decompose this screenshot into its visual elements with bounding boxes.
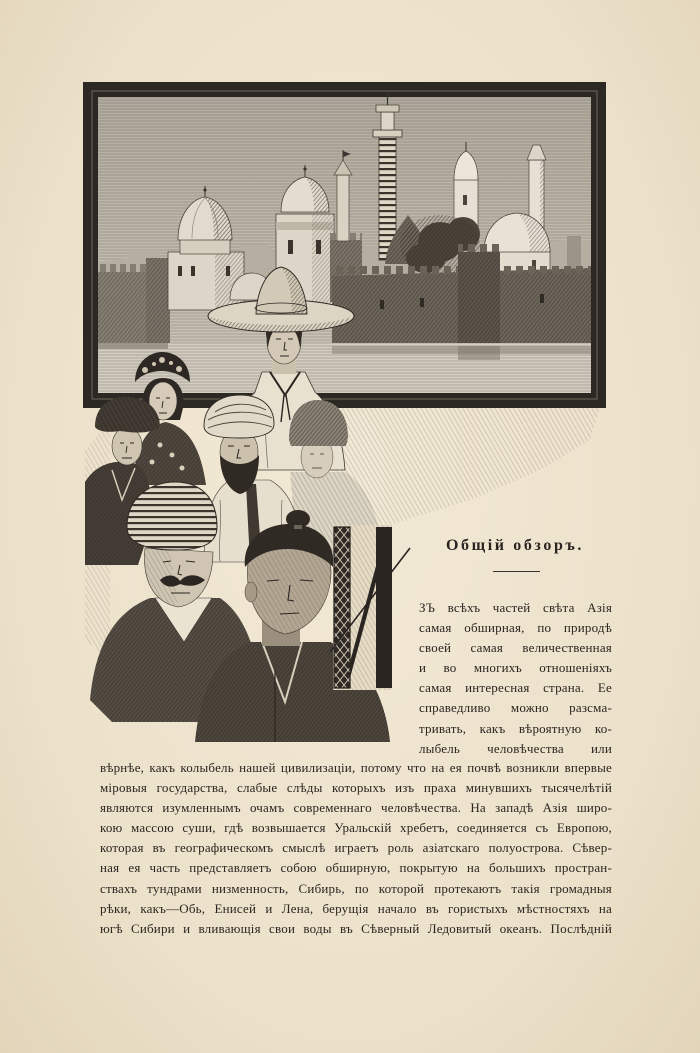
column-line: самая интересная страна. Ее	[419, 680, 612, 696]
column-line: своей самая величественная	[419, 640, 612, 656]
column-line: лыбель человѣчества или	[419, 740, 612, 756]
body-line: кою массою суши, гдѣ возвышается Уральскій хребетъ, соединяется съ Европою,	[100, 820, 612, 836]
body-line: являются изумленнымъ очамъ современнаго человѣчества. На западѣ Азія широ-	[100, 800, 612, 816]
heading-rule	[493, 571, 540, 572]
body-line: рѣки, какъ—Обь, Енисей и Лена, берущія начало въ гористыхъ мѣстностяхъ на	[100, 900, 612, 916]
column-line: справедливо можно разсма-	[419, 700, 612, 716]
text-column	[419, 598, 612, 759]
section-heading: Общій обзоръ.	[446, 537, 584, 554]
body-line: вѣрнѣе, какъ колыбель нашей цивилизаціи, потому что на ея почвѣ возникли впервые	[100, 760, 612, 775]
column-line: и во многихъ отношеніяхъ	[419, 660, 612, 676]
drop-cap-initial	[330, 525, 410, 690]
column-line: самая обширная, по природѣ	[419, 620, 612, 636]
column-line: тривать, какъ вѣроятную ко-	[419, 720, 612, 736]
body-line: міровыя государства, слабые слѣды которыхъ изъ праха минувшихъ тысячелѣтій	[100, 780, 612, 796]
left-city-walls	[98, 258, 170, 344]
body-line: югѣ Сибири и вливающія свои воды въ Сѣверный Ледовитый океанъ. Послѣдній	[100, 920, 612, 936]
body-line: ная ея часть представляетъ собою обширную, покрытую на большихъ простран-	[100, 860, 612, 876]
body-line: ствахъ тундрами низменность, Сибирь, по которой протекаютъ такія громадныя	[100, 880, 612, 896]
column-line: ЗЪ всѣхъ частей свѣта Азія	[419, 600, 612, 615]
body-line: которая въ географическомъ смыслѣ играетъ роль азіатскаго полуострова. Сѣвер-	[100, 840, 612, 856]
body-text	[100, 758, 612, 939]
